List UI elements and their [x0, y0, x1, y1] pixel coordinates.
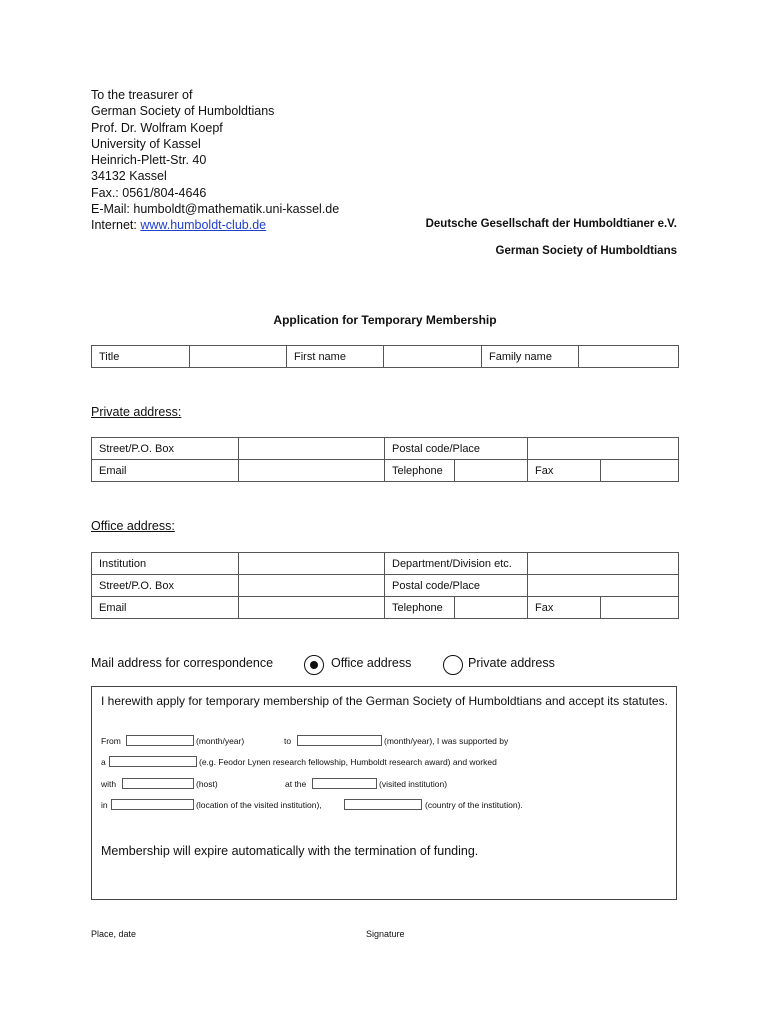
- host-label: (host): [196, 779, 218, 789]
- signature-label: Signature: [366, 929, 405, 939]
- private-street-field[interactable]: [239, 438, 385, 460]
- country-label: (country of the institution).: [425, 800, 523, 810]
- from-date-input[interactable]: [126, 735, 194, 746]
- month-year-label: (month/year): [196, 736, 245, 746]
- visited-institution-label: (visited institution): [379, 779, 448, 789]
- fellowship-hint: (e.g. Feodor Lynen research fellowship, Humboldt research award) and worked: [199, 757, 497, 767]
- radio-office-address[interactable]: [304, 655, 324, 675]
- recipient-line: To the treasurer of: [91, 88, 193, 102]
- in-label: in: [101, 800, 108, 810]
- office-postal-label: Postal code/Place: [385, 575, 528, 597]
- department-field[interactable]: [528, 553, 679, 575]
- org-name-german: Deutsche Gesellschaft der Humboldtianer e.V.: [425, 218, 677, 230]
- private-telephone-field[interactable]: [455, 460, 528, 482]
- org-name-english: German Society of Humboldtians: [495, 245, 677, 257]
- office-email-field[interactable]: [239, 597, 385, 619]
- private-postal-field[interactable]: [528, 438, 679, 460]
- private-postal-label: Postal code/Place: [385, 438, 528, 460]
- institution-label: Institution: [92, 553, 239, 575]
- a-label: a: [101, 757, 106, 767]
- recipient-line: Prof. Dr. Wolfram Koepf: [91, 120, 223, 135]
- title-label: Title: [92, 346, 190, 368]
- office-telephone-field[interactable]: [455, 597, 528, 619]
- mail-correspondence-label: Mail address for correspondence: [91, 656, 274, 670]
- at-the-label: at the: [285, 779, 307, 789]
- office-postal-field[interactable]: [528, 575, 679, 597]
- visited-institution-input[interactable]: [312, 778, 377, 789]
- office-street-label: Street/P.O. Box: [92, 575, 239, 597]
- website-link[interactable]: www.humboldt-club.de: [140, 218, 267, 233]
- host-input[interactable]: [122, 778, 194, 789]
- office-address-table: [91, 552, 679, 619]
- private-fax-label: Fax: [528, 460, 601, 482]
- radio-private-address[interactable]: [443, 655, 463, 675]
- fellowship-input[interactable]: [109, 756, 197, 767]
- place-date-label: Place, date: [91, 929, 137, 939]
- to-date-input[interactable]: [297, 735, 382, 746]
- private-address-heading: Private address:: [91, 405, 182, 419]
- location-label: (location of the visited institution),: [196, 800, 322, 810]
- private-email-field[interactable]: [239, 460, 385, 482]
- recipient-line: Fax.: 0561/804-4646: [91, 185, 207, 200]
- internet-label: Internet:: [91, 218, 141, 233]
- recipient-line: University of Kassel: [91, 136, 201, 151]
- to-label: to: [284, 736, 292, 746]
- internet-line: [91, 217, 339, 233]
- first-name-field[interactable]: [384, 346, 482, 368]
- private-address-table: [91, 437, 679, 482]
- office-fax-field[interactable]: [601, 597, 679, 619]
- family-name-label: Family name: [482, 346, 579, 368]
- department-label: Department/Division etc.: [385, 553, 528, 575]
- recipient-address: [91, 87, 339, 234]
- office-email-label: Email: [92, 597, 239, 619]
- from-label: From: [101, 736, 121, 746]
- recipient-line: E-Mail: humboldt@mathematik.uni-kassel.de: [91, 202, 340, 217]
- application-statement: I herewith apply for temporary membership of the German Society of Humboldtians and accept its statutes.: [101, 694, 668, 708]
- country-input[interactable]: [344, 799, 422, 810]
- family-name-field[interactable]: [579, 346, 679, 368]
- office-fax-label: Fax: [528, 597, 601, 619]
- private-street-label: Street/P.O. Box: [92, 438, 239, 460]
- location-input[interactable]: [111, 799, 194, 810]
- office-telephone-label: Telephone: [385, 597, 455, 619]
- form-title: Application for Temporary Membership: [273, 313, 497, 327]
- private-email-label: Email: [92, 460, 239, 482]
- recipient-line: German Society of Humboldtians: [91, 104, 275, 119]
- with-label: with: [101, 779, 117, 789]
- recipient-line: Heinrich-Plett-Str. 40: [91, 153, 207, 168]
- supported-by-label: (month/year), I was supported by: [384, 736, 509, 746]
- radio-selected-dot: [310, 661, 318, 669]
- name-table: [91, 345, 679, 368]
- office-address-option-label[interactable]: Office address: [331, 656, 412, 670]
- office-street-field[interactable]: [239, 575, 385, 597]
- office-address-heading: Office address:: [91, 519, 175, 533]
- title-field[interactable]: [190, 346, 287, 368]
- first-name-label: First name: [287, 346, 384, 368]
- private-address-option-label[interactable]: Private address: [468, 656, 555, 670]
- private-fax-field[interactable]: [601, 460, 679, 482]
- expiry-note: Membership will expire automatically with the termination of funding.: [101, 844, 479, 858]
- application-box: [91, 686, 677, 900]
- institution-field[interactable]: [239, 553, 385, 575]
- recipient-line: 34132 Kassel: [91, 169, 167, 184]
- private-telephone-label: Telephone: [385, 460, 455, 482]
